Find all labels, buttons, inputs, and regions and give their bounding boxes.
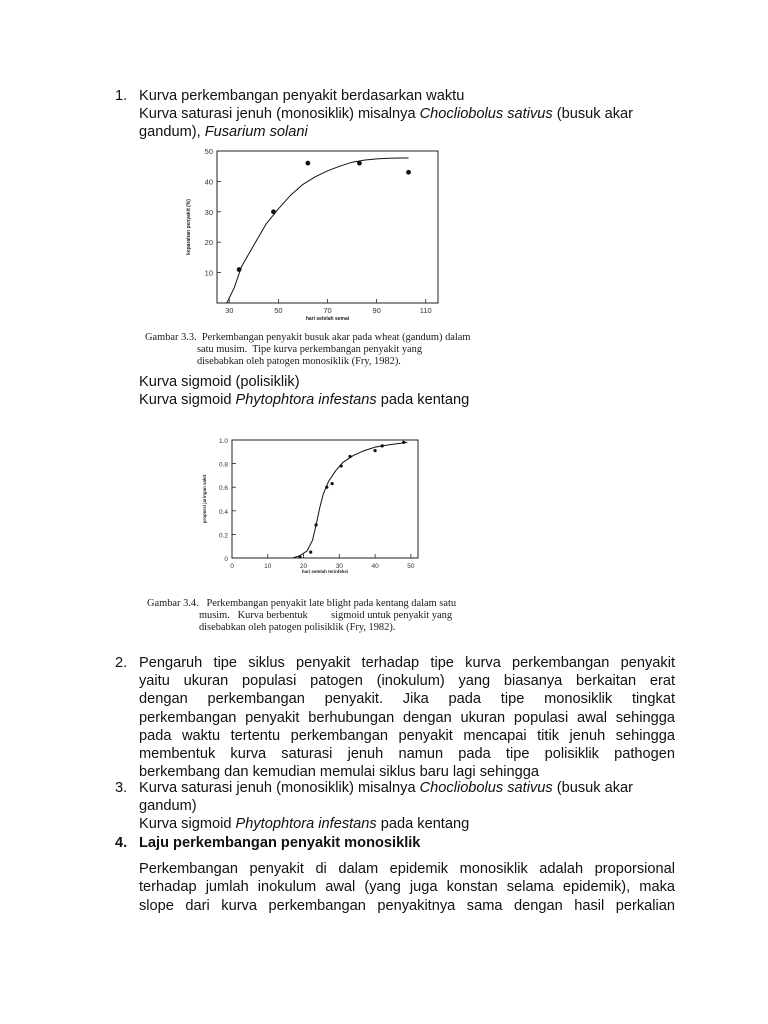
data-point	[406, 170, 411, 175]
y-tick-label: 40	[204, 177, 213, 187]
species-name: Chocliobolus sativus	[419, 106, 553, 123]
caption-line: Gambar 3.4. Perkembangan penyakit late blight pada kentang dalam satu	[147, 598, 457, 609]
data-point	[357, 161, 362, 166]
x-axis-label: hari setelah terinfeksi	[301, 569, 349, 574]
item-line	[139, 815, 675, 833]
item-paragraph	[139, 860, 675, 915]
x-tick-label: 90	[372, 306, 381, 315]
x-tick-label: 70	[323, 306, 332, 315]
list-item-1	[115, 87, 675, 142]
data-point	[305, 161, 310, 166]
text-segment: pada kentang	[376, 392, 470, 409]
y-tick-label: 50	[204, 147, 213, 156]
paragraph-line: Perkembangan penyakit di dalam epidemik monosiklik adalah proporsional	[139, 861, 675, 878]
item-line: Kurva sigmoid (polisiklik)	[139, 374, 300, 390]
data-point	[402, 441, 405, 444]
list-number: 1.	[115, 88, 128, 104]
item-heading: Kurva perkembangan penyakit berdasarkan waktu	[139, 88, 465, 104]
y-tick-label: 30	[204, 207, 213, 217]
data-point	[309, 551, 312, 554]
data-point	[325, 486, 328, 489]
caption-line: satu musim. Tipe kurva perkembangan penyakit yang	[145, 344, 423, 356]
list-number: 4.	[115, 835, 128, 851]
x-tick-label: 30	[335, 563, 343, 570]
sigmoid-text	[115, 373, 675, 409]
y-axis-label: proporsi jaringan sakit	[202, 474, 207, 524]
section-heading: Laju perkembangan penyakit monosiklik	[139, 835, 421, 851]
text-segment: Kurva sigmoid	[139, 392, 236, 409]
y-tick-label: 10	[204, 268, 213, 278]
list-item-3	[115, 779, 675, 834]
species-name: Chocliobolus sativus	[419, 780, 553, 796]
text-segment: Kurva saturasi jenuh (monosiklik) misalnya	[139, 780, 420, 796]
data-point	[331, 482, 334, 485]
item-line	[139, 391, 675, 409]
saturation-curve-chart	[140, 143, 540, 328]
x-tick-label: 50	[407, 563, 415, 570]
data-point	[314, 523, 317, 526]
figure-3-4	[140, 430, 535, 642]
paragraph-line: slope dari kurva perkembangan penyakitnya sama dengan hasil perkalian	[139, 897, 675, 914]
paragraph-line: Pengaruh tipe siklus penyakit terhadap tipe kurva perkembangan penyakit	[139, 655, 675, 671]
item-paragraph	[139, 654, 675, 763]
x-tick-label: 110	[419, 306, 432, 315]
fitted-curve	[227, 158, 409, 303]
x-tick-label: 30	[225, 306, 234, 315]
data-point	[348, 455, 351, 458]
list-number: 2.	[115, 655, 128, 671]
y-tick-label: 20	[204, 238, 213, 248]
text-segment: (busuk akar	[552, 780, 633, 796]
y-axis-label: keparahan penyakit (%)	[186, 199, 192, 255]
data-point	[298, 555, 301, 558]
plot-frame	[232, 440, 418, 558]
list-number: 3.	[115, 780, 128, 796]
data-point	[339, 464, 342, 467]
x-tick-label: 40	[371, 563, 379, 570]
text-segment: Kurva saturasi jenuh (monosiklik) misalnya	[139, 106, 420, 123]
list-item-2	[115, 654, 675, 781]
figure-3-3	[140, 143, 540, 371]
text-segment: (busuk akar	[552, 106, 633, 123]
y-tick-label: 1.0	[218, 438, 228, 445]
caption-line: musim. Kurva berbentuk sigmoid untuk penyakit yang	[147, 610, 453, 622]
plot-frame	[217, 151, 438, 303]
x-tick-label: 20	[299, 563, 308, 570]
data-point	[237, 267, 242, 272]
sigmoid-curve-chart	[140, 430, 535, 590]
paragraph-line: yaitu ukuran populasi patogen (inokulum) yang biasanya berkaitan erat	[139, 673, 675, 690]
paragraph-line: terhadap jumlah inokulum awal (yang juga konstan selama epidemik), maka	[139, 879, 675, 896]
item-line	[139, 105, 675, 123]
y-tick-label: 0.8	[218, 461, 228, 469]
caption-line: Gambar 3.3. Perkembangan penyakit busuk akar pada wheat (gandum) dalam	[145, 332, 471, 343]
x-tick-label: 50	[274, 306, 283, 315]
fitted-curve	[293, 442, 408, 558]
figure-caption	[145, 332, 540, 369]
x-axis-label: hari setelah semai	[305, 316, 350, 322]
text-segment: Kurva sigmoid	[139, 816, 236, 833]
paragraph-line: dengan perkembangan penyakit. Jika pada tipe monosiklik tingkat	[139, 691, 675, 708]
x-tick-label: 0	[230, 563, 234, 570]
paragraph-line: membentuk kurva saturasi jenuh namun pada tipe polisiklik pathogen	[139, 746, 675, 763]
figure-caption	[147, 598, 535, 635]
paragraph-line: berkembang dan kemudian memulai siklus baru lagi sehingga	[139, 764, 539, 781]
item-line	[139, 779, 675, 797]
caption-line: disebabkan oleh patogen polisiklik (Fry, 1982).	[147, 622, 396, 634]
list-item-4	[115, 834, 675, 915]
x-tick-label: 10	[264, 563, 272, 570]
text-segment: gandum),	[139, 124, 205, 141]
paragraph-line: perkembangan penyakit berhubungan dengan ukuran populasi awal sehingga	[139, 709, 675, 726]
y-tick-label: 0	[224, 556, 228, 563]
item-line	[139, 123, 675, 141]
caption-line: disebabkan oleh patogen monosiklik (Fry, 1982).	[145, 356, 401, 368]
text-segment: pada kentang	[376, 816, 470, 833]
y-tick-label: 0.2	[218, 532, 228, 540]
data-point	[381, 444, 384, 447]
species-name: Phytophtora infestans	[235, 816, 377, 833]
y-tick-label: 0.4	[218, 508, 228, 516]
data-point	[373, 449, 376, 452]
data-point	[271, 209, 276, 214]
paragraph-line: pada waktu tertentu perkembangan penyakit mencapai titik jenuh sehingga	[139, 727, 675, 744]
species-name: Phytophtora infestans	[235, 392, 377, 409]
species-name: Fusarium solani	[204, 124, 308, 141]
item-line: gandum)	[139, 798, 197, 815]
y-tick-label: 0.6	[218, 485, 228, 493]
